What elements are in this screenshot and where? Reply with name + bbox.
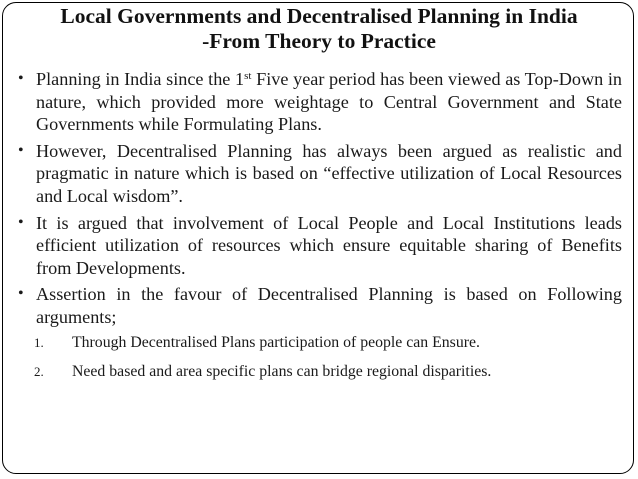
title-line-2: -From Theory to Practice (202, 29, 436, 53)
bullet-text: Assertion in the favour of Decentralised Planning is based on Following arguments; (36, 284, 622, 327)
bullet-text-part: Five year period has been viewed as Top-Down in nature, which provided more weightage to Central Government and State Governments while Formulating Plans. (36, 69, 623, 135)
bullet-dot-icon: • (18, 141, 24, 159)
bullet-dot-icon: • (18, 70, 24, 87)
numbered-item (16, 333, 622, 353)
item-text: Need based and area specific plans can bridge regional disparities. (72, 362, 492, 380)
bullet-text: However, Decentralised Planning has always been argued as realistic and pragmatic in nature which is based on “effective utilization of Local Resources and Local wisdom”. (36, 140, 622, 206)
title-line-1: Local Governments and Decentralised Planning in India (60, 4, 578, 28)
bullet-text (36, 69, 622, 134)
numbered-sub-list (16, 333, 622, 382)
bullet-item (16, 140, 622, 208)
bullet-text: It is argued that involvement of Local People and Local Institutions leads efficient utilization of resources which ensure equitable sharing of Benefits from Developments. (36, 212, 622, 278)
bullet-item (16, 68, 622, 136)
item-number: 2. (34, 363, 44, 379)
bullet-item (16, 283, 622, 328)
item-text: Through Decentralised Plans participation of people can Ensure. (72, 333, 480, 351)
bullet-dot-icon: • (18, 285, 24, 303)
bullet-dot-icon: • (18, 213, 24, 231)
bullet-list (16, 68, 622, 391)
ordinal-superscript: st (244, 70, 252, 82)
bullet-item (16, 212, 622, 280)
numbered-item (16, 362, 622, 382)
slide-title (0, 4, 638, 54)
bullet-text-part: Planning in India since the 1 (36, 69, 245, 89)
item-number: 1. (34, 334, 44, 350)
